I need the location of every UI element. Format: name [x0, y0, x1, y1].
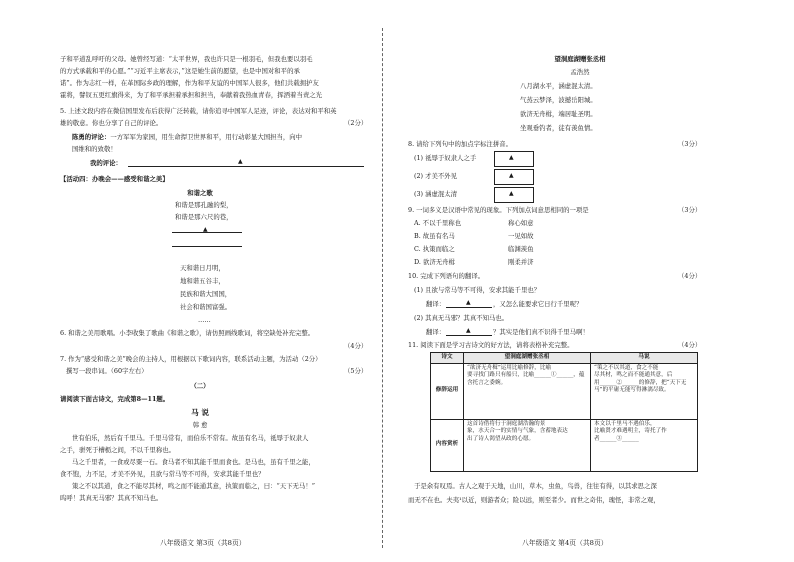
mashuo-line: 之手，骈死于槽枥之间，不以千里称也。	[60, 446, 176, 454]
answer-triangle: ▲	[238, 158, 243, 165]
table-cell[interactable]	[591, 419, 698, 471]
question-5-score: （2分）	[344, 119, 368, 127]
song-blank-triangle: ▲	[203, 226, 208, 233]
option-a[interactable]: A. 不以千里称也	[414, 219, 462, 227]
poem-line: 欲济无舟楫，端居耻圣明。	[520, 110, 597, 118]
pinyin-box[interactable]	[494, 151, 534, 167]
cell-line: 马”的平庸无能写得淋漓尽致。	[594, 387, 670, 394]
cell-line: 用______②______的修辞，把“天下无	[594, 379, 687, 386]
question-10-score: （4分）	[678, 272, 702, 280]
q10-translation-tail: ，又怎么能要求它日行千里呢？	[493, 300, 583, 308]
option-b[interactable]: B. 故虽有名马	[414, 232, 455, 240]
cell-line: 出了诗人渴望从政的心愿。	[467, 435, 535, 442]
question-6-score: （4分）	[344, 342, 368, 350]
cell-line: “欲济无舟楫”运用比喻修辞，比喻	[467, 364, 552, 371]
cell-line: 尽其材，鸣之而不能通其意，后	[594, 372, 673, 379]
bottom-text-line: 于是余有叹焉。古人之观于天地，山川，草木，虫鱼，鸟兽，往往有得，以其求思之深	[414, 482, 657, 490]
poem-line: 气蒸云梦泽，波撼岳阳城。	[520, 96, 597, 104]
row-label: 修辞运用	[431, 363, 464, 419]
pinyin-box[interactable]	[494, 169, 534, 185]
mashuo-title: 马 说	[191, 408, 209, 417]
poem-title: 望洞庭湖赠张丞相	[554, 55, 606, 63]
cell-line: 含托言之委婉。	[467, 379, 507, 386]
song-line: 和谐是那六尺的巷，	[175, 213, 233, 221]
cell-line: 要寻找门路只有船只，比喻______①______，蕴	[467, 372, 585, 379]
poem-line: 天和谐日月明，	[180, 264, 225, 272]
paragraph-line: 的方式承载和平的心愿。”“习近平主席表示，”这是她生前的愿望，也是中国对和平的承	[60, 67, 300, 75]
pinyin-triangle: ▲	[509, 172, 514, 179]
mashuo-line: 食不饱，力不足，才美不外见，且欲与常马等不可得，安求其能千里也？	[60, 470, 265, 478]
q10-translation-label: 翻译：	[426, 300, 446, 308]
translation-triangle: ▲	[466, 327, 471, 334]
option-d[interactable]: D. 欲济无舟楫	[414, 258, 455, 266]
chen-text-2: 国维和的致敬！	[72, 145, 117, 153]
question-10: 10. 完成下列语句的翻译。	[408, 272, 485, 280]
q10-translation-tail: ？其实是他们真不识得千里马啊！	[493, 328, 589, 336]
mashuo-line: 策之不以其道，食之不能尽其材，鸣之而不能通其意，执策而临之，曰：“天下无马！”	[72, 482, 315, 490]
option-c[interactable]: C. 执策而临之	[414, 245, 455, 253]
option-b-compare: 一见如故	[508, 232, 534, 240]
row-label: 内容赏析	[431, 419, 464, 471]
q10-sentence-2: (2) 其真无马邪？其真不知马也。	[414, 314, 509, 322]
cell-line: 者______③______	[594, 435, 639, 442]
question-7: 7. 作为“感受和谐之美”晚会的主持人，用根据以下歌词内容，联系活动主题，为活动（2分）	[60, 355, 322, 363]
song-title: 和谐之歌	[187, 189, 213, 197]
poem-author: 孟浩然	[570, 68, 590, 76]
question-5: 5. 上述文段内容在微信国里发布后获得广泛转载，请你追寻中国军人足迹，评论，表达对和平和英	[60, 107, 337, 115]
table-cell[interactable]	[464, 419, 591, 471]
song-line: 和谐是那孔融的梨，	[175, 201, 233, 209]
answer-line[interactable]	[128, 166, 364, 167]
poem-line: 八月湖水平，涵虚混太清。	[520, 82, 597, 90]
mashuo-line: 马之千里者，一食或尽粟一石。食马者不知其能千里而食也。是马也，虽有千里之能，	[72, 458, 315, 466]
table-cell[interactable]	[591, 363, 698, 419]
q10-sentence-1: (1) 且欲与常马等不可得，安求其能千里也？	[414, 286, 541, 294]
pinyin-box[interactable]	[494, 187, 534, 203]
mashuo-line: 世有伯乐，然后有千里马。千里马常有，而伯乐不常有。故虽有名马，祗辱于奴隶人	[72, 434, 309, 442]
q8-item: (2) 才美不外见	[414, 172, 458, 180]
table-header: 诗文	[431, 353, 464, 364]
table-header: 马说	[591, 353, 698, 364]
poem-ellipsis: ……	[198, 316, 211, 324]
cell-line: 象，水天合一的实情与气象，含蓄地表达	[467, 428, 568, 435]
poem-line: 地和谐五谷丰，	[180, 277, 225, 285]
question-7-cont: 撰写一段串词。（60字左右）	[66, 367, 148, 375]
cell-line: 比喻贤才难遇明主，寄托了作	[594, 428, 667, 435]
question-5-cont: 雄的敬意。你也分享了自己的评论。	[60, 119, 163, 127]
question-6: 6. 和谐之美用歌唱。小李收集了歌曲《和谐之歌》，请仿照画线歌词，将空缺处补充完整。	[60, 329, 315, 337]
bottom-text-line: 而无不在也。夫夷¹以近，则游者众；险以远，则至者少。而世之奇伟，瑰怪，非常之观，	[408, 496, 660, 504]
poem-line: 坐观垂钓者，徒有羡鱼情。	[520, 124, 597, 132]
activity-4-heading: 【活动四：办晚会——感受和谐之美】	[60, 175, 169, 183]
table-cell[interactable]	[464, 363, 591, 419]
page-footer: 八年级语文 第3页（共8页）	[160, 539, 246, 548]
mashuo-line: 呜呼！其真无马邪？其真不知马也。	[60, 494, 163, 502]
pinyin-triangle: ▲	[509, 154, 514, 161]
reading-instruction: 请阅读下面古诗文，完成第8—11题。	[60, 395, 170, 403]
pinyin-triangle: ▲	[509, 190, 514, 197]
question-8-score: （3分）	[678, 140, 702, 148]
translation-triangle: ▲	[466, 299, 471, 306]
paragraph-line: 霍将，譬钗五更红旗得来，为了和平承担着承担和担当，奉献着我热血青春，挥洒着当责之光	[60, 91, 323, 99]
translation-blank[interactable]	[446, 307, 492, 308]
my-comment-label: 我的评论：	[90, 159, 122, 167]
page-footer: 八年级语文 第4页（共8页）	[522, 539, 608, 548]
section-heading: （二）	[190, 382, 210, 390]
q10-translation-label: 翻译：	[426, 328, 446, 336]
cell-line: “策之不以其道，食之不能	[594, 364, 659, 371]
right-page	[400, 0, 794, 562]
option-d-compare: 刚柔并济	[508, 258, 534, 266]
option-c-compare: 临渊羡鱼	[508, 245, 534, 253]
paragraph-line: 诺”。作为志红一样，在革国际乡政的理解，作为和平友谊的中国军人很多，他们共载拥护友	[60, 79, 319, 87]
comparison-table	[430, 352, 698, 472]
left-page	[0, 0, 392, 562]
table-header: 望洞庭湖赠张丞相	[464, 353, 591, 364]
option-a-compare: 称心如意	[508, 219, 534, 227]
song-blank-line[interactable]	[172, 246, 242, 247]
translation-blank[interactable]	[446, 335, 492, 336]
page-divider	[382, 28, 383, 548]
cell-line: 本文以千里马不遇伯乐，	[594, 420, 656, 427]
q8-item: (3) 涵虚混太清	[414, 190, 458, 198]
question-8: 8. 请给下列句中的加点字标注拼音。	[408, 140, 512, 148]
q8-item: (1) 祗辱于奴隶人之手	[414, 154, 477, 162]
poem-line: 民族和谐大国国，	[180, 290, 232, 298]
question-7-score: （5分）	[344, 367, 368, 375]
question-9: 9. 一词多义是汉语中常见的现象。下列加点词意思相同的一项是	[408, 206, 589, 214]
paragraph-line: 子和平道乱呼吁的父母。她曾经写道：“太平世界，我也许只是一根羽毛，但我也要以羽毛	[60, 55, 313, 63]
question-11-score: （4分）	[678, 341, 702, 349]
question-11: 11. 阅读下面是学习古诗文的好方法，请将表格补充完整。	[408, 341, 574, 349]
chen-text: 一方军军为家园，用生命捍卫世界和平，用行动彰显大国担当，向中	[110, 133, 303, 141]
chen-comment	[72, 133, 302, 141]
cell-line: 这首诗借将行于洞庭湖浩瀚的景	[467, 420, 546, 427]
poem-line: 社会和谐国富强。	[180, 303, 232, 311]
question-9-score: （3分）	[678, 206, 702, 214]
mashuo-author: 韩 愈	[192, 421, 208, 429]
chen-label: 陈勇的评论：	[72, 133, 111, 141]
